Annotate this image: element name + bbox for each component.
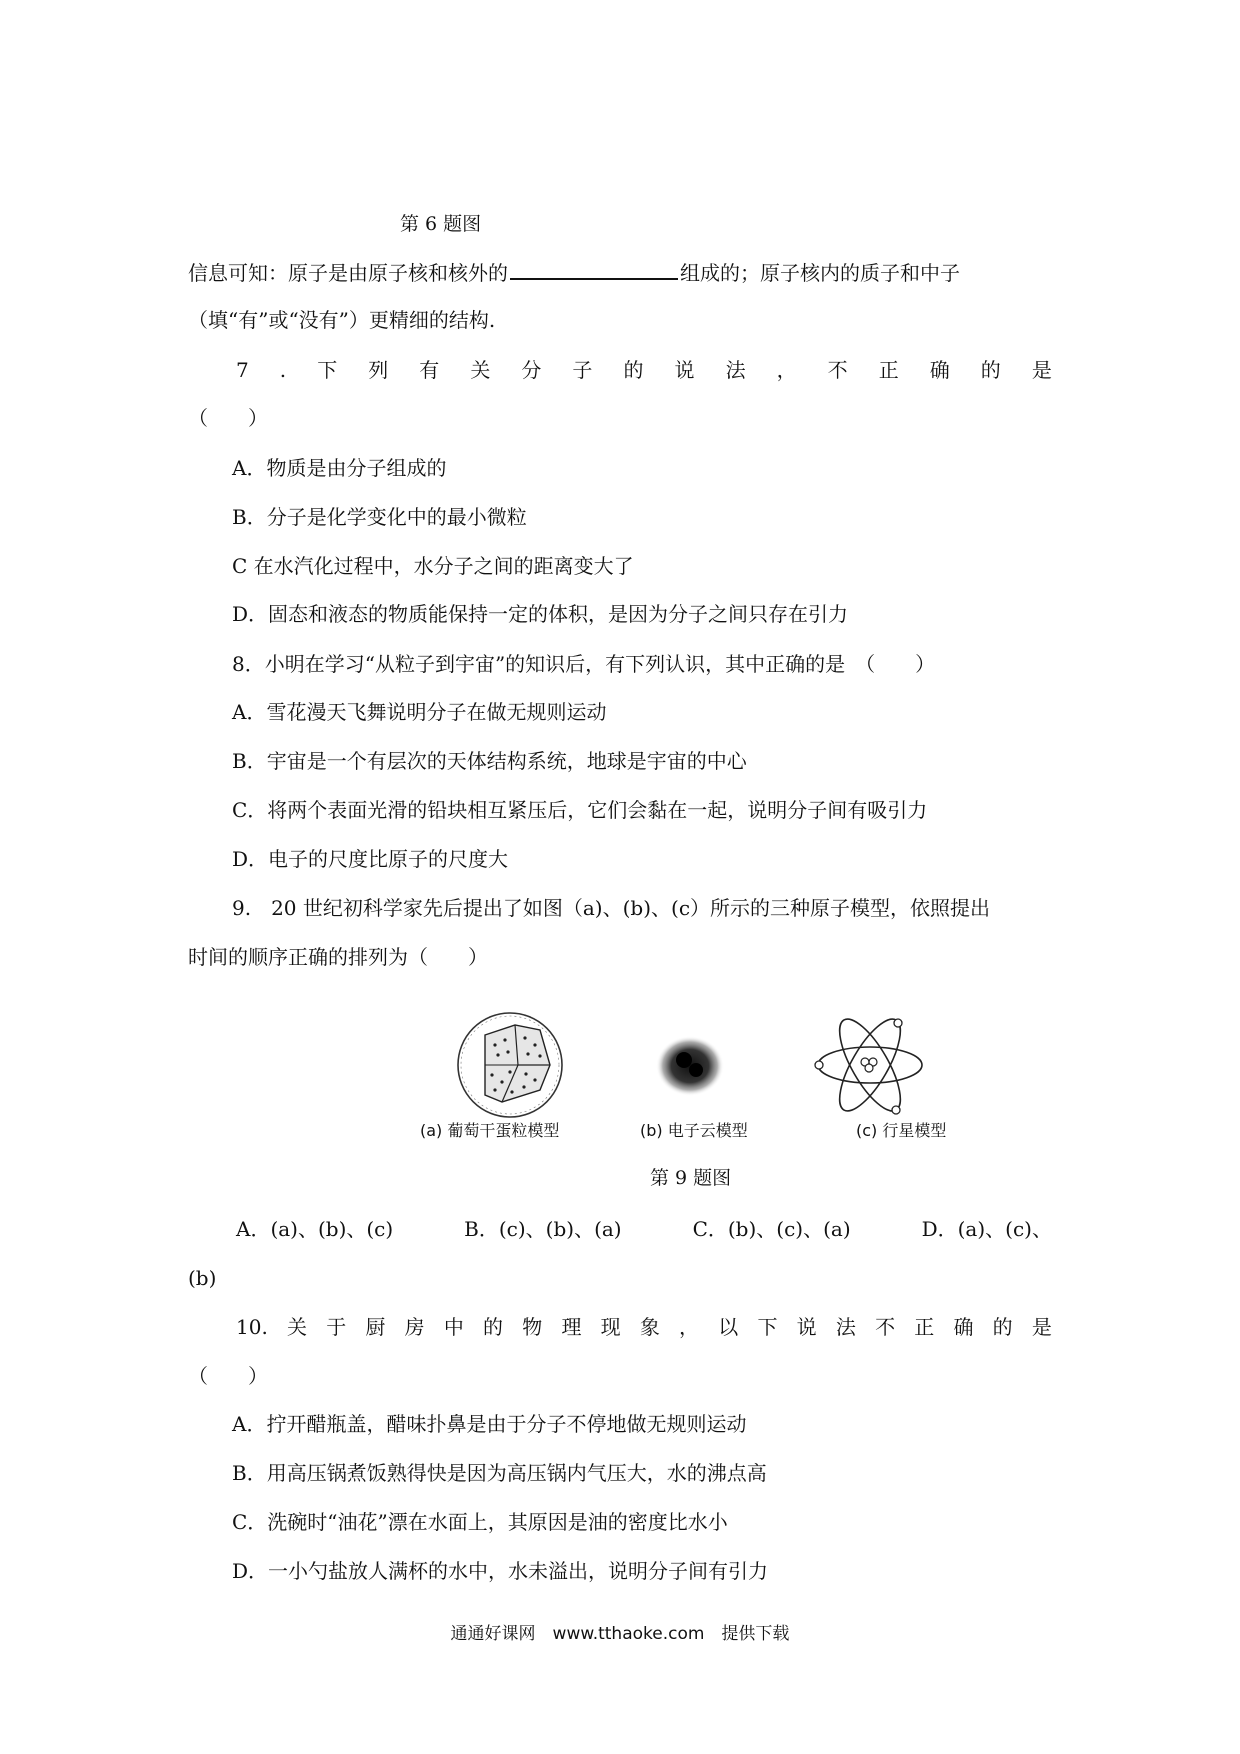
q6-line1 (188, 258, 960, 287)
q10-stem-char: ， (679, 1315, 700, 1339)
q10-paren: （ ） (188, 1364, 268, 1388)
q7-stem (236, 356, 1052, 384)
q10-option-a: A．拧开醋瓶盖，醋味扑鼻是由于分子不停地做无规则运动 (232, 1412, 747, 1436)
q6-line1-before: 信息可知：原子是由原子核和核外的 (188, 261, 508, 285)
q10-stem-char: 理 (561, 1315, 582, 1339)
q9-stem-line1: 9. 20 世纪初科学家先后提出了如图（a)、(b)、(c）所示的三种原子模型，依照提出 (232, 896, 991, 920)
plum-pudding-model-illustration (458, 1013, 562, 1117)
q10-stem-char: 房 (404, 1315, 425, 1339)
q10-stem-char: 的 (483, 1315, 504, 1339)
q7-option-a: A．物质是由分子组成的 (232, 456, 447, 480)
q7-stem-char: . (279, 358, 287, 382)
q10-stem-char: 于 (326, 1315, 347, 1339)
q9-stem-line2: 时间的顺序正确的排列为（ ） (188, 945, 488, 969)
q10-option-d: D．一小勺盐放人满杯的水中，水未溢出，说明分子间有引力 (232, 1559, 769, 1583)
q10-stem-char: 的 (992, 1315, 1013, 1339)
q10-option-c: C．洗碗时“油花”漂在水面上，其原因是油的密度比水小 (232, 1510, 728, 1534)
q8-stem: 8．小明在学习“从粒子到宇宙”的知识后，有下列认识，其中正确的是 （ ） (232, 652, 936, 676)
q9-option-d-wrap: (b) (188, 1266, 217, 1290)
q8-option-c: C．将两个表面光滑的铅块相互紧压后，它们会黏在一起，说明分子间有吸引力 (232, 798, 928, 822)
q10-stem-char: 物 (522, 1315, 543, 1339)
q7-stem-char: 法 (725, 358, 746, 382)
q7-stem-char: ， (776, 358, 797, 382)
q10-stem-char: 现 (600, 1315, 621, 1339)
q7-stem-char: 列 (368, 358, 389, 382)
fig9-label-a: (a) 葡萄干蛋粒模型 (420, 1121, 560, 1140)
q10-stem-char: 确 (953, 1315, 974, 1339)
q10-stem (236, 1313, 1052, 1341)
q8-option-d: D．电子的尺度比原子的尺度大 (232, 847, 509, 871)
electron-cloud-model-illustration (656, 1036, 724, 1096)
q7-option-d: D．固态和液态的物质能保持一定的体积，是因为分子之间只存在引力 (232, 602, 849, 626)
q8-option-b: B．宇宙是一个有层次的天体结构系统，地球是宇宙的中心 (232, 749, 747, 773)
q10-stem-char: 厨 (365, 1315, 386, 1339)
q10-option-b: B．用高压锅煮饭熟得快是因为高压锅内气压大，水的沸点高 (232, 1461, 767, 1485)
q7-stem-char: 不 (827, 358, 848, 382)
q7-stem-char: 子 (572, 358, 593, 382)
q7-stem-char: 的 (980, 358, 1001, 382)
q7-stem-char: 的 (623, 358, 644, 382)
q10-stem-char: 10. (236, 1315, 268, 1339)
q7-option-c: C 在水汽化过程中，水分子之间的距离变大了 (232, 554, 634, 578)
fig6-caption: 第 6 题图 (400, 213, 482, 235)
q10-stem-char: 是 (1031, 1315, 1052, 1339)
q10-stem-char: 不 (875, 1315, 896, 1339)
q7-stem-char: 正 (878, 358, 899, 382)
q10-stem-char: 象 (639, 1315, 660, 1339)
q10-stem-char: 正 (914, 1315, 935, 1339)
atom-models-figure (440, 1010, 960, 1120)
q9-option-b: B．(c)、(b)、(a) (464, 1217, 622, 1241)
q6-line2: （填“有”或“没有”）更精细的结构. (188, 308, 496, 332)
q7-paren: （ ） (188, 406, 268, 430)
q9-option-c: C．(b)、(c)、(a) (692, 1217, 851, 1241)
q7-stem-char: 7 (236, 358, 249, 382)
q7-stem-char: 分 (521, 358, 542, 382)
fig9-caption: 第 9 题图 (650, 1167, 732, 1189)
q9-option-d: D．(a)、(c)、 (921, 1217, 1052, 1241)
q9-option-a: A．(a)、(b)、(c) (236, 1217, 394, 1241)
q7-stem-char: 关 (470, 358, 491, 382)
planetary-model-illustration (815, 1011, 922, 1119)
q8-option-a: A．雪花漫天飞舞说明分子在做无规则运动 (232, 700, 607, 724)
fig9-label-b: (b) 电子云模型 (640, 1121, 748, 1140)
q10-stem-char: 下 (757, 1315, 778, 1339)
q7-stem-char: 有 (419, 358, 440, 382)
q7-stem-char: 说 (674, 358, 695, 382)
q9-options (236, 1215, 1052, 1243)
q6-line1-after: 组成的；原子核内的质子和中子 (680, 261, 960, 285)
fig9-label-c: (c) 行星模型 (856, 1121, 947, 1140)
q6-answer-blank (510, 258, 678, 280)
q7-stem-char: 下 (317, 358, 338, 382)
q10-stem-char: 中 (443, 1315, 464, 1339)
q10-stem-char: 以 (718, 1315, 739, 1339)
footer-download-note: 通通好课网 www.tthaoke.com 提供下载 (450, 1624, 790, 1644)
q10-stem-char: 关 (287, 1315, 308, 1339)
q7-option-b: B．分子是化学变化中的最小微粒 (232, 505, 527, 529)
q10-stem-char: 法 (835, 1315, 856, 1339)
q7-stem-char: 确 (929, 358, 950, 382)
q10-stem-char: 说 (796, 1315, 817, 1339)
q7-stem-char: 是 (1031, 358, 1052, 382)
